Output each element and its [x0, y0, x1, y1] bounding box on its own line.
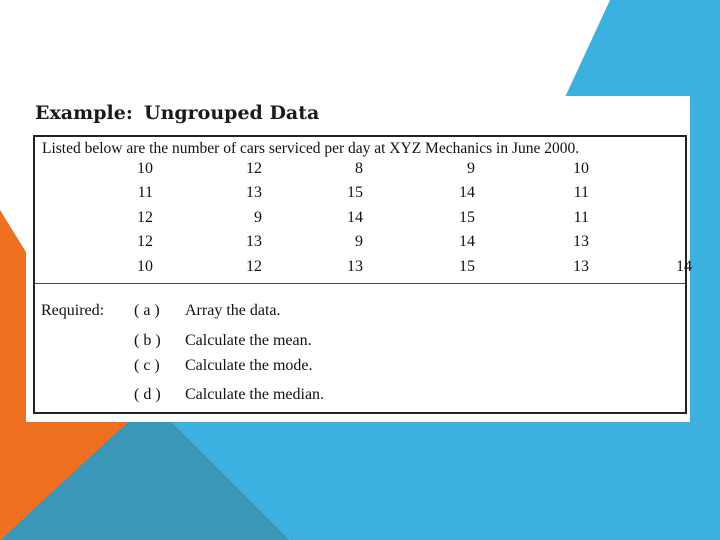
example-title: Ungrouped Data — [144, 102, 320, 124]
task-c-letter: ( c ) — [134, 357, 160, 374]
data-cell: 13 — [573, 233, 589, 250]
data-cell: 14 — [347, 209, 363, 226]
data-cell: 9 — [467, 160, 475, 177]
data-cell: 12 — [137, 233, 153, 250]
example-card — [26, 96, 690, 422]
data-cell: 12 — [246, 258, 262, 275]
problem-box — [33, 135, 692, 414]
task-a-letter: ( a ) — [134, 302, 160, 319]
problem-intro: Listed below are the number of cars serviced per day at XYZ Mechanics in June 2000. — [42, 140, 580, 157]
example-label: Example: — [35, 102, 133, 124]
data-cell: 14 — [459, 233, 475, 250]
task-c-text: Calculate the mode. — [185, 357, 313, 374]
data-cell: 12 — [137, 209, 153, 226]
task-d-text: Calculate the median. — [185, 386, 325, 403]
data-cell: 13 — [347, 258, 363, 275]
data-cell: 11 — [573, 209, 589, 226]
data-cell: 11 — [137, 184, 153, 201]
data-cell: 8 — [355, 160, 363, 177]
example-heading — [35, 102, 319, 124]
data-cell: 9 — [254, 209, 262, 226]
task-a-text: Array the data. — [185, 302, 281, 319]
data-cell: 15 — [459, 209, 475, 226]
data-cell: 9 — [355, 233, 363, 250]
data-cell: 14 — [459, 184, 475, 201]
data-cell: 10 — [137, 258, 153, 275]
data-cell: 15 — [347, 184, 363, 201]
data-cell: 10 — [137, 160, 153, 177]
data-cell: 13 — [246, 233, 262, 250]
task-b-letter: ( b ) — [134, 332, 161, 349]
data-cell: 12 — [246, 160, 262, 177]
data-cell: 13 — [246, 184, 262, 201]
required-label: Required: — [41, 302, 105, 319]
task-d-letter: ( d ) — [134, 386, 161, 403]
data-cell: 10 — [573, 160, 589, 177]
data-cell: 13 — [573, 258, 589, 275]
data-cell: 14 — [676, 258, 692, 275]
task-b-text: Calculate the mean. — [185, 332, 312, 349]
data-cell: 11 — [573, 184, 589, 201]
section-divider — [35, 283, 685, 284]
data-cell: 15 — [459, 258, 475, 275]
